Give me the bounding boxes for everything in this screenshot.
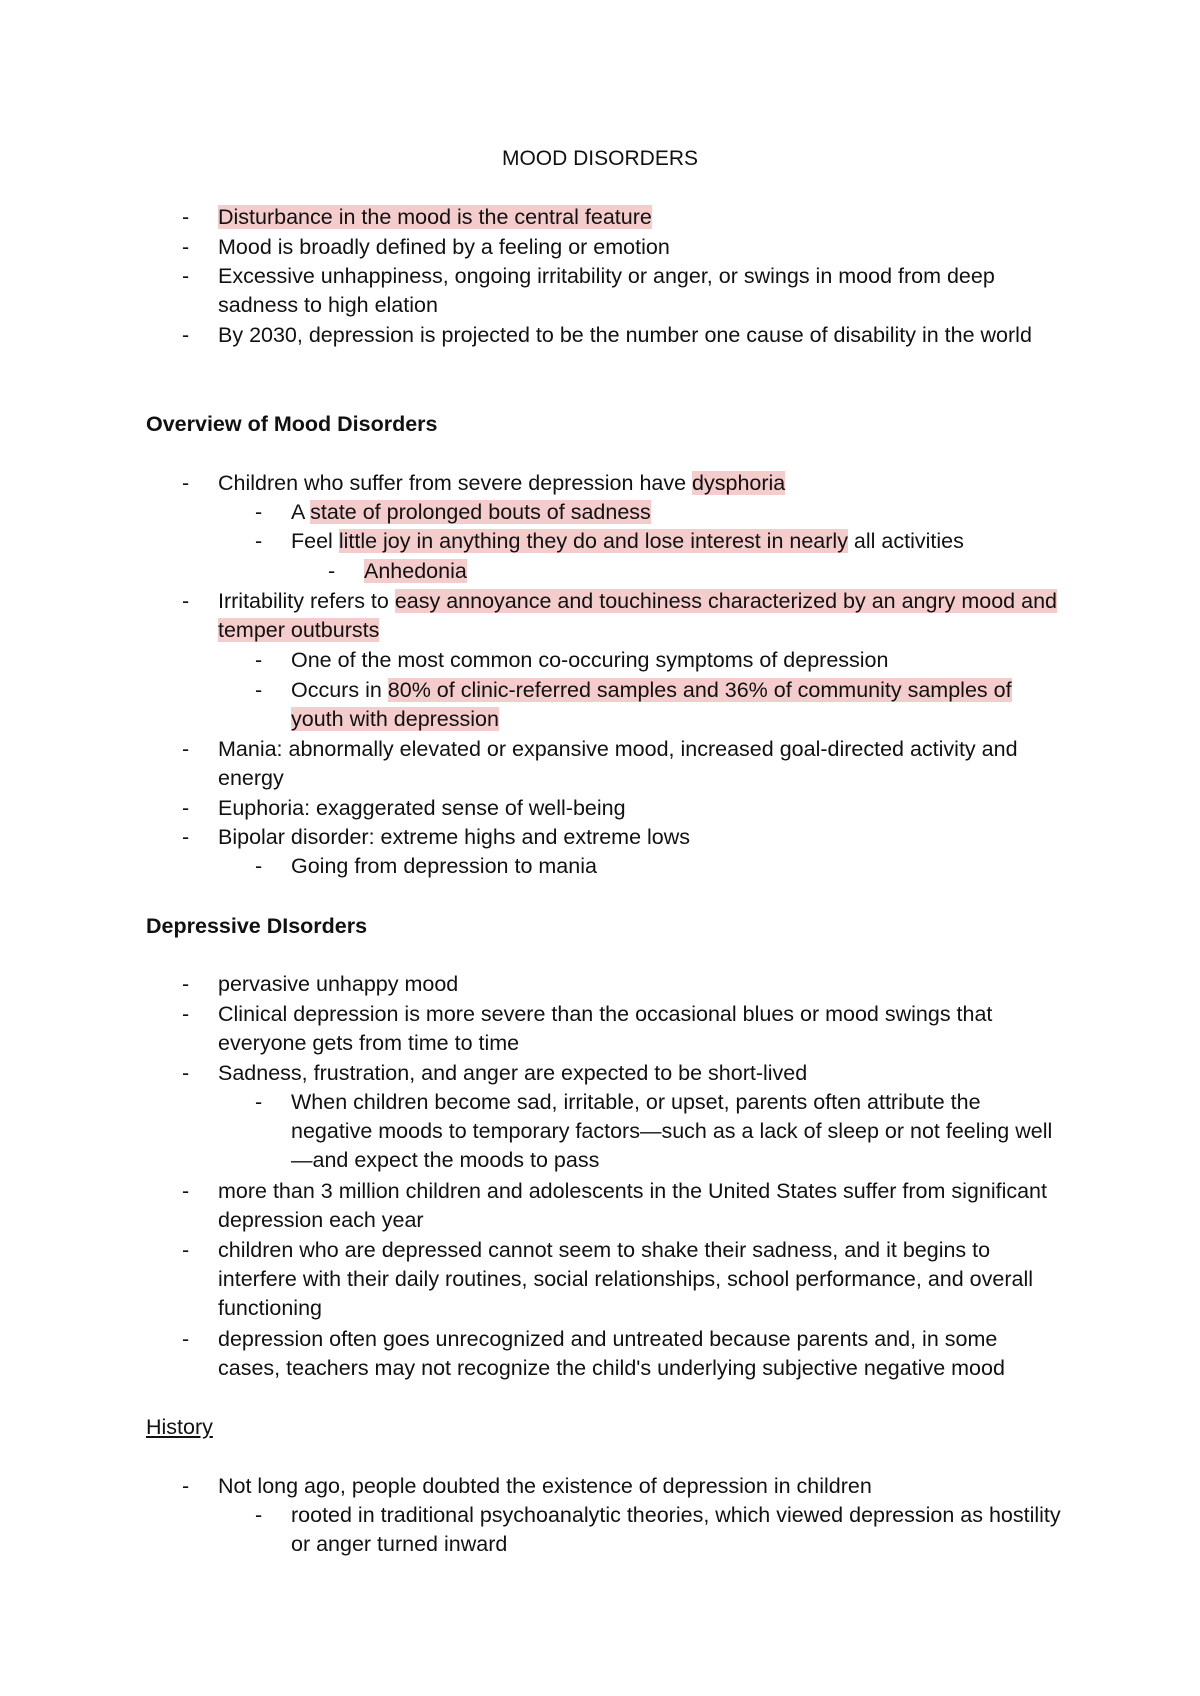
list-item-text — [291, 676, 1061, 734]
bullet-dash: - — [255, 529, 263, 553]
bullet-dash: - — [182, 1327, 190, 1351]
list-item-text — [291, 852, 1061, 881]
bullet-dash: - — [182, 796, 190, 820]
list-item-text — [218, 469, 1058, 498]
list-item-text — [218, 1000, 1058, 1058]
bullet-dash: - — [182, 264, 190, 288]
bullet-dash: - — [182, 471, 190, 495]
list-item-text — [218, 262, 1058, 320]
list-item-text — [291, 1088, 1061, 1175]
bullet-dash: - — [182, 1002, 190, 1026]
highlighted-text: dysphoria — [692, 471, 786, 495]
plain-text: Irritability refers to — [218, 589, 395, 613]
bullet-dash: - — [328, 559, 336, 583]
list-item-text — [291, 527, 1061, 556]
plain-text: Mood is broadly defined by a feeling or emotion — [218, 235, 670, 259]
plain-text: Feel — [291, 529, 339, 553]
section-heading-overview: Overview of Mood Disorders — [146, 412, 438, 436]
list-item-text — [218, 1059, 1058, 1088]
plain-text: depression often goes unrecognized and untreated because parents and, in some cases, teachers may not recognize the child's underlying subjective negative mood — [218, 1327, 1005, 1380]
plain-text: When children become sad, irritable, or upset, parents often attribute the negative moods to temporary factors—such as a lack of sleep or not feeling well—and expect the moods to pass — [291, 1090, 1053, 1172]
list-item-text — [218, 587, 1058, 645]
highlighted-text: state of prolonged bouts of sadness — [310, 500, 651, 524]
page-title: MOOD DISORDERS — [501, 147, 698, 170]
bullet-dash: - — [182, 589, 190, 613]
bullet-dash: - — [182, 1474, 190, 1498]
plain-text: Occurs in — [291, 678, 388, 702]
plain-text: Clinical depression is more severe than the occasional blues or mood swings that everyone gets from time to time — [218, 1002, 993, 1055]
bullet-dash: - — [182, 737, 190, 761]
bullet-dash: - — [255, 1090, 263, 1114]
list-item-text — [218, 735, 1058, 793]
list-item-text — [218, 1236, 1058, 1323]
bullet-dash: - — [182, 972, 190, 996]
bullet-dash: - — [255, 500, 263, 524]
bullet-dash: - — [182, 235, 190, 259]
bullet-dash: - — [182, 1061, 190, 1085]
plain-text: Going from depression to mania — [291, 854, 597, 878]
list-item-text — [218, 1472, 1058, 1501]
plain-text: Euphoria: exaggerated sense of well-being — [218, 796, 626, 820]
list-item-text — [218, 794, 1058, 823]
plain-text: A — [291, 500, 311, 524]
list-item-text — [218, 321, 1058, 350]
list-item-text — [291, 646, 1061, 675]
plain-text: children who are depressed cannot seem to shake their sadness, and it begins to interfere with their daily routines, social relationships, school performance, and overall functioning — [218, 1238, 1034, 1320]
plain-text: One of the most common co-occuring symptoms of depression — [291, 648, 889, 672]
plain-text: By 2030, depression is projected to be the number one cause of disability in the world — [218, 323, 1032, 347]
bullet-dash: - — [255, 648, 263, 672]
list-item-text — [218, 823, 1058, 852]
highlighted-text: Disturbance in the mood is the central feature — [218, 205, 652, 229]
bullet-dash: - — [182, 1179, 190, 1203]
highlighted-text: little joy in anything they do and lose interest in nearly — [338, 529, 848, 553]
highlighted-text: 80% of clinic-referred samples and 36% of community samples of youth with depression — [291, 678, 1012, 731]
plain-text: rooted in traditional psychoanalytic theories, which viewed depression as hostility or anger turned inward — [291, 1503, 1061, 1556]
bullet-dash: - — [182, 323, 190, 347]
plain-text: Sadness, frustration, and anger are expected to be short-lived — [218, 1061, 808, 1085]
bullet-dash: - — [182, 825, 190, 849]
plain-text: Excessive unhappiness, ongoing irritability or anger, or swings in mood from deep sadness to high elation — [218, 264, 995, 317]
plain-text: more than 3 million children and adolescents in the United States suffer from significant depression each year — [218, 1179, 1047, 1232]
list-item-text — [218, 1177, 1058, 1235]
list-item-text — [291, 498, 1061, 527]
plain-text: Children who suffer from severe depression have — [218, 471, 693, 495]
bullet-dash: - — [255, 854, 263, 878]
bullet-dash: - — [182, 205, 190, 229]
highlighted-text: easy annoyance and touchiness characterized by an angry mood and temper outbursts — [218, 589, 1057, 642]
bullet-dash: - — [255, 678, 263, 702]
plain-text: Mania: abnormally elevated or expansive mood, increased goal-directed activity and energy — [218, 737, 1018, 790]
list-item-text — [218, 1325, 1058, 1383]
plain-text: all activities — [847, 529, 964, 553]
list-item-text — [218, 970, 1058, 999]
list-item-text — [218, 233, 1058, 262]
list-item-text — [364, 557, 1064, 586]
bullet-dash: - — [182, 1238, 190, 1262]
highlighted-text: Anhedonia — [364, 559, 467, 583]
bullet-dash: - — [255, 1503, 263, 1527]
plain-text: Bipolar disorder: extreme highs and extreme lows — [218, 825, 691, 849]
plain-text: pervasive unhappy mood — [218, 972, 459, 996]
plain-text: Not long ago, people doubted the existence of depression in children — [218, 1474, 872, 1498]
list-item-text — [218, 203, 1058, 232]
section-heading-depressive: Depressive DIsorders — [146, 914, 368, 938]
list-item-text — [291, 1501, 1061, 1559]
section-heading-history: History — [146, 1415, 213, 1439]
